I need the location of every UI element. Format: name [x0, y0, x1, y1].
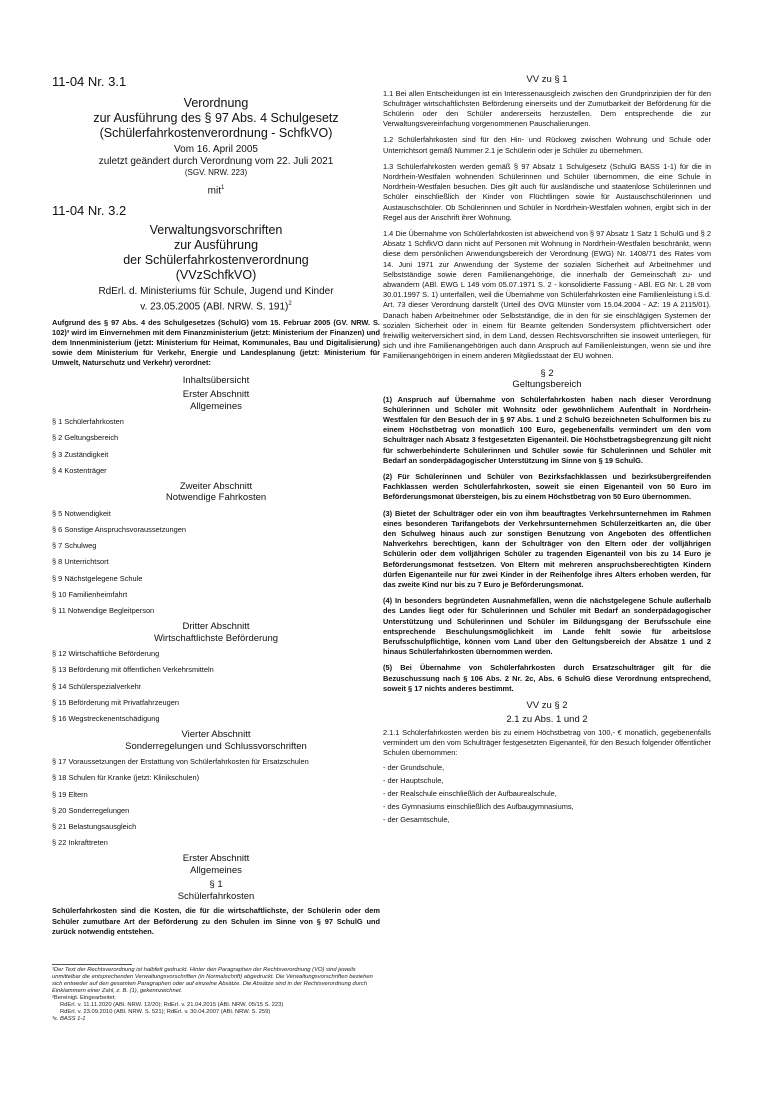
paragraph-number: § 1 [209, 879, 223, 891]
toc-section-heading: Vierter Abschnitt [181, 729, 251, 741]
toc-section [52, 621, 380, 724]
toc-title: Inhaltsübersicht [182, 374, 250, 386]
toc-section [52, 389, 380, 476]
toc-section-heading: Sonderregelungen und Schlussvorschriften [125, 740, 307, 752]
regulation-paragraph: (5) Bei Übernahme von Schülerfahrkosten durch Ersatzschulträger gilt für die Bezuschussung nach § 106 Abs. 2 Nr. 2c, Abs. 6 SchulG diese Verordnung entsprechend, soweit § 17 nichts anderes bestimmt. [383, 663, 711, 693]
decree-date: v. 23.05.2005 (ABl. NRW. S. 191) [140, 301, 289, 313]
admin-title-line: der Schülerfahrkostenverordnung [123, 253, 309, 268]
toc-item: § 2 Geltungsbereich [52, 433, 119, 443]
list-item: - der Gesamtschule, [383, 815, 450, 825]
vv-paragraph: 1.1 Bei allen Entscheidungen ist ein Interessenausgleich zwischen den Grundprinzipien der für den Schulträger wirtschaftlichsten Beförderung einerseits und der Zumutbarkeit der Beförderung für die Schülerin oder den Schüler andererseits herzustellen. Dem entsprechende die zur Verwaltungsvereinfachung vorgenommenen Pauschalierungen. [383, 88, 711, 129]
ordinance-source: (SGV. NRW. 223) [184, 168, 248, 177]
table-of-contents [52, 389, 380, 848]
toc-item: § 10 Familienheimfahrt [52, 589, 128, 599]
toc-section [52, 729, 380, 848]
vv-paragraph: 1.4 Die Übernahme von Schülerfahrkosten ist abweichend von § 97 Absatz 1 Satz 1 SchulG und § 2 Absatz 1 SchfkVO dann nicht auf Personen mit Wohnung in Nordrhein-Westfalen beschränkt, wenn diese dem persönlichen Anwendungsbereich der Verordnung (EWG) Nr. 1408/71 des Rates vom 14. Juni 1971 zur Anwendung der Systeme der sozialen Sicherheit auf Arbeitnehmer und Selbstständige sowie deren Familienangehörige, die innerhalb der Gemeinschaft zu- und abwandern (ABl. EWG L 149 vom 05.07.1971 S. 2 - konsolidierte Fassung - ABl. EG Nr. L 28 vom 30.01.1997 S. 1) unterfallen, weil die Übernahme von Schülerfahrkosten eine Familienleistung i.S.d. Art. 73 dieser Verordnung darstellt (Urteil des OVG Münster vom 15.04.2004 - AZ: 19 A 2115/01). Danach haben Arbeitnehmer oder Selbstständige, die in den für sie einschlägigen Systemen der sozialen Sicherheit oder in einem für Beamte geltenden Sondersystem pflichtversichert oder freiwillig weiterversichert sind, in dem Land, dessen Rechtsvorschriften sie insoweit unterliegen, für sich und ihre Familienangehörigen auch dann Anspruch auf Familienleistungen, wenn sie und ihre Familienangehörigen in einem anderen Mitgliedsstaat der EU wohnen. [383, 228, 711, 361]
document-code: 11-04 Nr. 3.1 [52, 74, 127, 89]
footnote: ³s. BASS 1-1 [52, 1016, 86, 1022]
toc-item: § 20 Sonderregelungen [52, 805, 130, 815]
ordinance-mit [52, 182, 380, 197]
toc-item: § 1 Schülerfahrkosten [52, 417, 124, 427]
footnote: RdErl. v. 23.09.2010 (ABl. NRW. S. 521); RdErl. v. 30.04.2007 (ABl. NRW. S. 259) [60, 1009, 271, 1015]
toc-item: § 9 Nächstgelegene Schule [52, 573, 143, 583]
toc-item: § 16 Wegstreckenentschädigung [52, 713, 160, 723]
list-item: - der Hauptschule, [383, 775, 444, 785]
list-item: - der Grundschule, [383, 762, 445, 772]
ordinance-title-line: (Schülerfahrkostenverordnung - SchfkVO) [99, 126, 333, 140]
vv-paragraph: 1.3 Schülerfahrkosten werden gemäß § 97 Absatz 1 Schulgesetz (SchulG BASS 1-1) für die in Nordrhein-Westfalen wohnenden Schülerinnen und Schüler übernommen, die eine Schule in Nordrhein-Westfalen besuchen. Dies gilt auch für ausländische und staatenlose Schülerinnen und Schüler einschließlich der Kinder von Flüchtlingen sowie für Austauschschülerinnen und Austauschschüler. Ob Schülerinnen und Schüler in Nordrhein-Westfalen wohnen, ergibt sich in der Regel aus der Anschrift ihrer Wohnung. [383, 161, 711, 222]
school-list [383, 763, 711, 826]
ordinance-title: Verordnung [183, 96, 249, 110]
right-column [383, 74, 711, 829]
vv-text: 2.1.1 Schülerfahrkosten werden bis zu einem Höchstbetrag von 100,- € monatlich, gegebenenfalls vermindert um den vom Schulträger festgesetzten Eigenanteil, für den Besuch folgender öffentlicher Schulen übernommen: [383, 728, 711, 758]
footnotes [52, 964, 380, 1023]
preamble: Aufgrund des § 97 Abs. 4 des Schulgesetzes (SchulG) vom 15. Februar 2005 (GV. NRW. S. 102)³ wird im Einvernehmen mit dem Finanzministerium (jetzt: Ministerium der Finanzen) und dem Innenministerium (jetzt: Ministerium für Heimat, Kommunales, Bau und Digitalisierung) sowie dem Ministerium für Verkehr, Energie und Landesplanung (jetzt: Ministerium für Umwelt, Naturschutz und Verkehr) verordnet: [52, 317, 380, 368]
footnote: RdErl. v. 11.11.2020 (ABl. NRW. 12/20); RdErl. v. 21.04.2015 (ABl. NRW. 05/15 S. 223) [60, 1002, 284, 1008]
ordinance-title-line: zur Ausführung des § 97 Abs. 4 Schulgesetz [93, 111, 339, 125]
admin-title-line: (VVzSchfkVO) [175, 268, 257, 283]
section-heading: Allgemeines [190, 864, 242, 876]
list-item: - des Gymnasiums einschließlich des Aufbaugymnasiums, [383, 802, 574, 812]
toc-item: § 14 Schülerspezialverkehr [52, 681, 142, 691]
toc-item: § 19 Eltern [52, 789, 88, 799]
toc-item: § 7 Schulweg [52, 541, 97, 551]
paragraph-title: Geltungsbereich [512, 379, 582, 391]
regulation-paragraph: (1) Anspruch auf Übernahme von Schülerfahrkosten haben nach dieser Verordnung Schülerinnen und Schüler mit Wohnsitz oder gewöhnlichem Aufenthalt in Nordrhein-Westfalen für den Besuch der in § 97 Abs. 1 und 2 SchulG bezeichneten Schulformen bis zu einem Höchstbetrag von monatlich 100 Euro, gegebenenfalls vermindert um den vom Schulträger nach Absatz 3 festgesetzten Eigenanteil. Die Höchstbetragsbegrenzung gilt nicht für schwerbehinderte Schülerinnen und Schüler sowie für Schülerinnen und Schüler mit Bedarf an sonderpädagogischer Unterstützung im Sinne von § 19 SchulG. [383, 394, 711, 465]
ordinance-header [52, 96, 380, 197]
decree-line [52, 298, 380, 313]
toc-item: § 4 Kostenträger [52, 465, 107, 475]
admin-header [52, 223, 380, 313]
footnote: ²Bereinigt. Eingearbeitet: [52, 995, 116, 1001]
toc-item: § 8 Unterrichtsort [52, 557, 109, 567]
toc-item: § 15 Beförderung mit Privatfahrzeugen [52, 697, 179, 707]
document-code: 11-04 Nr. 3.2 [52, 203, 127, 219]
toc-item: § 21 Belastungsausgleich [52, 821, 137, 831]
regulation-paragraph: (4) In besonders begründeten Ausnahmefällen, wenn die nächstgelegene Schule außerhalb des Landes liegt oder für Schülerinnen und Schüler mit Bedarf an sonderpädagogischer Unterstützung und Schülerinnen und Schüler im Bildungsgang der Berufsschule eine entsprechende Beschulungsmöglichkeit im Lande fehlt sowie für arbeitslose Berufsschulpflichtige, können vom Land über den Geltungsbereich der Absätze 1 und 2 hinaus Schülerfahrkosten übernommen werden. [383, 596, 711, 657]
admin-title-line: Verwaltungsvorschriften [149, 223, 283, 238]
toc-section-heading: Allgemeines [190, 400, 242, 412]
admin-title-line: zur Ausführung [173, 238, 259, 253]
footnote-ref: 2 [288, 301, 292, 308]
paragraph-text: Schülerfahrkosten sind die Kosten, die für die wirtschaftlichste, der Schülerin oder dem Schüler zumutbare Art der Beförderung zu den Schulen im Sinne von § 97 SchulG und zurück notwendig entstehen. [52, 906, 380, 936]
mit-text: mit [207, 185, 221, 197]
toc-section-heading: Erster Abschnitt [182, 389, 250, 401]
paragraph-number: § 2 [540, 367, 554, 379]
toc-item: § 12 Wirtschaftliche Beförderung [52, 649, 160, 659]
list-item: - der Realschule einschließlich der Aufbaurealschule, [383, 789, 557, 799]
left-column [52, 74, 380, 1022]
vv-heading: VV zu § 2 [526, 700, 568, 712]
section-heading: Erster Abschnitt [182, 853, 250, 865]
toc-item: § 5 Notwendigkeit [52, 508, 111, 518]
toc-item: § 18 Schulen für Kranke (jetzt: Klinikschulen) [52, 773, 200, 783]
toc-item: § 11 Notwendige Begleitperson [52, 606, 155, 616]
footnote-divider [52, 964, 132, 965]
par2-paragraphs [383, 395, 711, 694]
regulation-paragraph: (3) Bietet der Schulträger oder ein von ihm beauftragtes Verkehrsunternehmen im Rahmen eines besonderen Tarifangebots der Verkehrsunternehmen Schülerzeitkarten an, die über den Schulweg hinaus auch zur sonstigen Benutzung von Angeboten des öffentlichen Nahverkehrs berechtigen, kann der Schulträger von den Eltern oder der volljährigen Schülerin oder dem volljährigen Schüler zu tragenden Eigenanteil von bis zu 14 Euro je Beförderungsmonat festsetzen. Von Eltern mit mehreren anspruchsberechtigten Kindern dürfen Eigenanteile nur für zwei Kinder in der Reihenfolge ihres Alters erhoben werden, für das zweite Kind nur bis zu 7 Euro je Beförderungsmonat. [383, 508, 711, 590]
toc-item: § 17 Voraussetzungen der Erstattung von Schülerfahrkosten für Ersatzschulen [52, 757, 309, 767]
vv1-paragraphs [383, 89, 711, 362]
vv-heading: VV zu § 1 [526, 74, 568, 85]
ordinance-date: Vom 16. April 2005 [174, 144, 258, 155]
vv-paragraph: 1.2 Schülerfahrkosten sind für den Hin- und Rückweg zwischen Wohnung und Schule oder Unterrichtsort gemäß Nummer 2.1 je Schülerin oder je Schüler zu übernehmen. [383, 135, 711, 155]
vv-subheading: 2.1 zu Abs. 1 und 2 [506, 713, 588, 725]
toc-section-heading: Wirtschaftlichste Beförderung [153, 632, 279, 644]
toc-item: § 22 Inkrafttreten [52, 838, 108, 848]
footnote-ref: 1 [221, 185, 225, 191]
toc-section-heading: Zweiter Abschnitt [179, 480, 253, 492]
toc-item: § 3 Zuständigkeit [52, 449, 109, 459]
ordinance-amended: zuletzt geändert durch Verordnung vom 22. Juli 2021 [98, 156, 334, 167]
toc-item: § 13 Beförderung mit öffentlichen Verkehrsmitteln [52, 665, 214, 675]
toc-section-heading: Notwendige Fahrkosten [165, 492, 267, 504]
toc-section [52, 481, 380, 616]
toc-item: § 6 Sonstige Anspruchsvoraussetzungen [52, 525, 186, 535]
footnote: ¹Der Text der Rechtsverordnung ist halbfett gedruckt. Hinter den Paragraphen der Rechtsverordnung (VO) sind jeweils unmittelbar die entsprechenden Verwaltungsvorschriften (in Normalschrift) abgedruckt. Die Verwaltungsvorschriften beziehen sich entweder auf den gesamten Paragraphen oder auf einzelne Absätze. Die Absätze sind in der Rechtsverordnung durch Einklammern einer Zahl, z. B. (1), gekennzeichnet. [52, 967, 373, 994]
regulation-paragraph: (2) Für Schülerinnen und Schüler von Bezirksfachklassen und bezirksübergreifenden Fachklassen werden Schülerfahrkosten, soweit sie einen Eigenanteil von 50 Euro im Beförderungsmonat übersteigen, bis zu einem Höchstbetrag von 50 Euro übernommen. [383, 472, 711, 502]
decree-line: RdErl. d. Ministeriums für Schule, Jugend und Kinder [98, 286, 334, 298]
toc-section-heading: Dritter Abschnitt [182, 621, 250, 633]
paragraph-title: Schülerfahrkosten [177, 890, 255, 902]
